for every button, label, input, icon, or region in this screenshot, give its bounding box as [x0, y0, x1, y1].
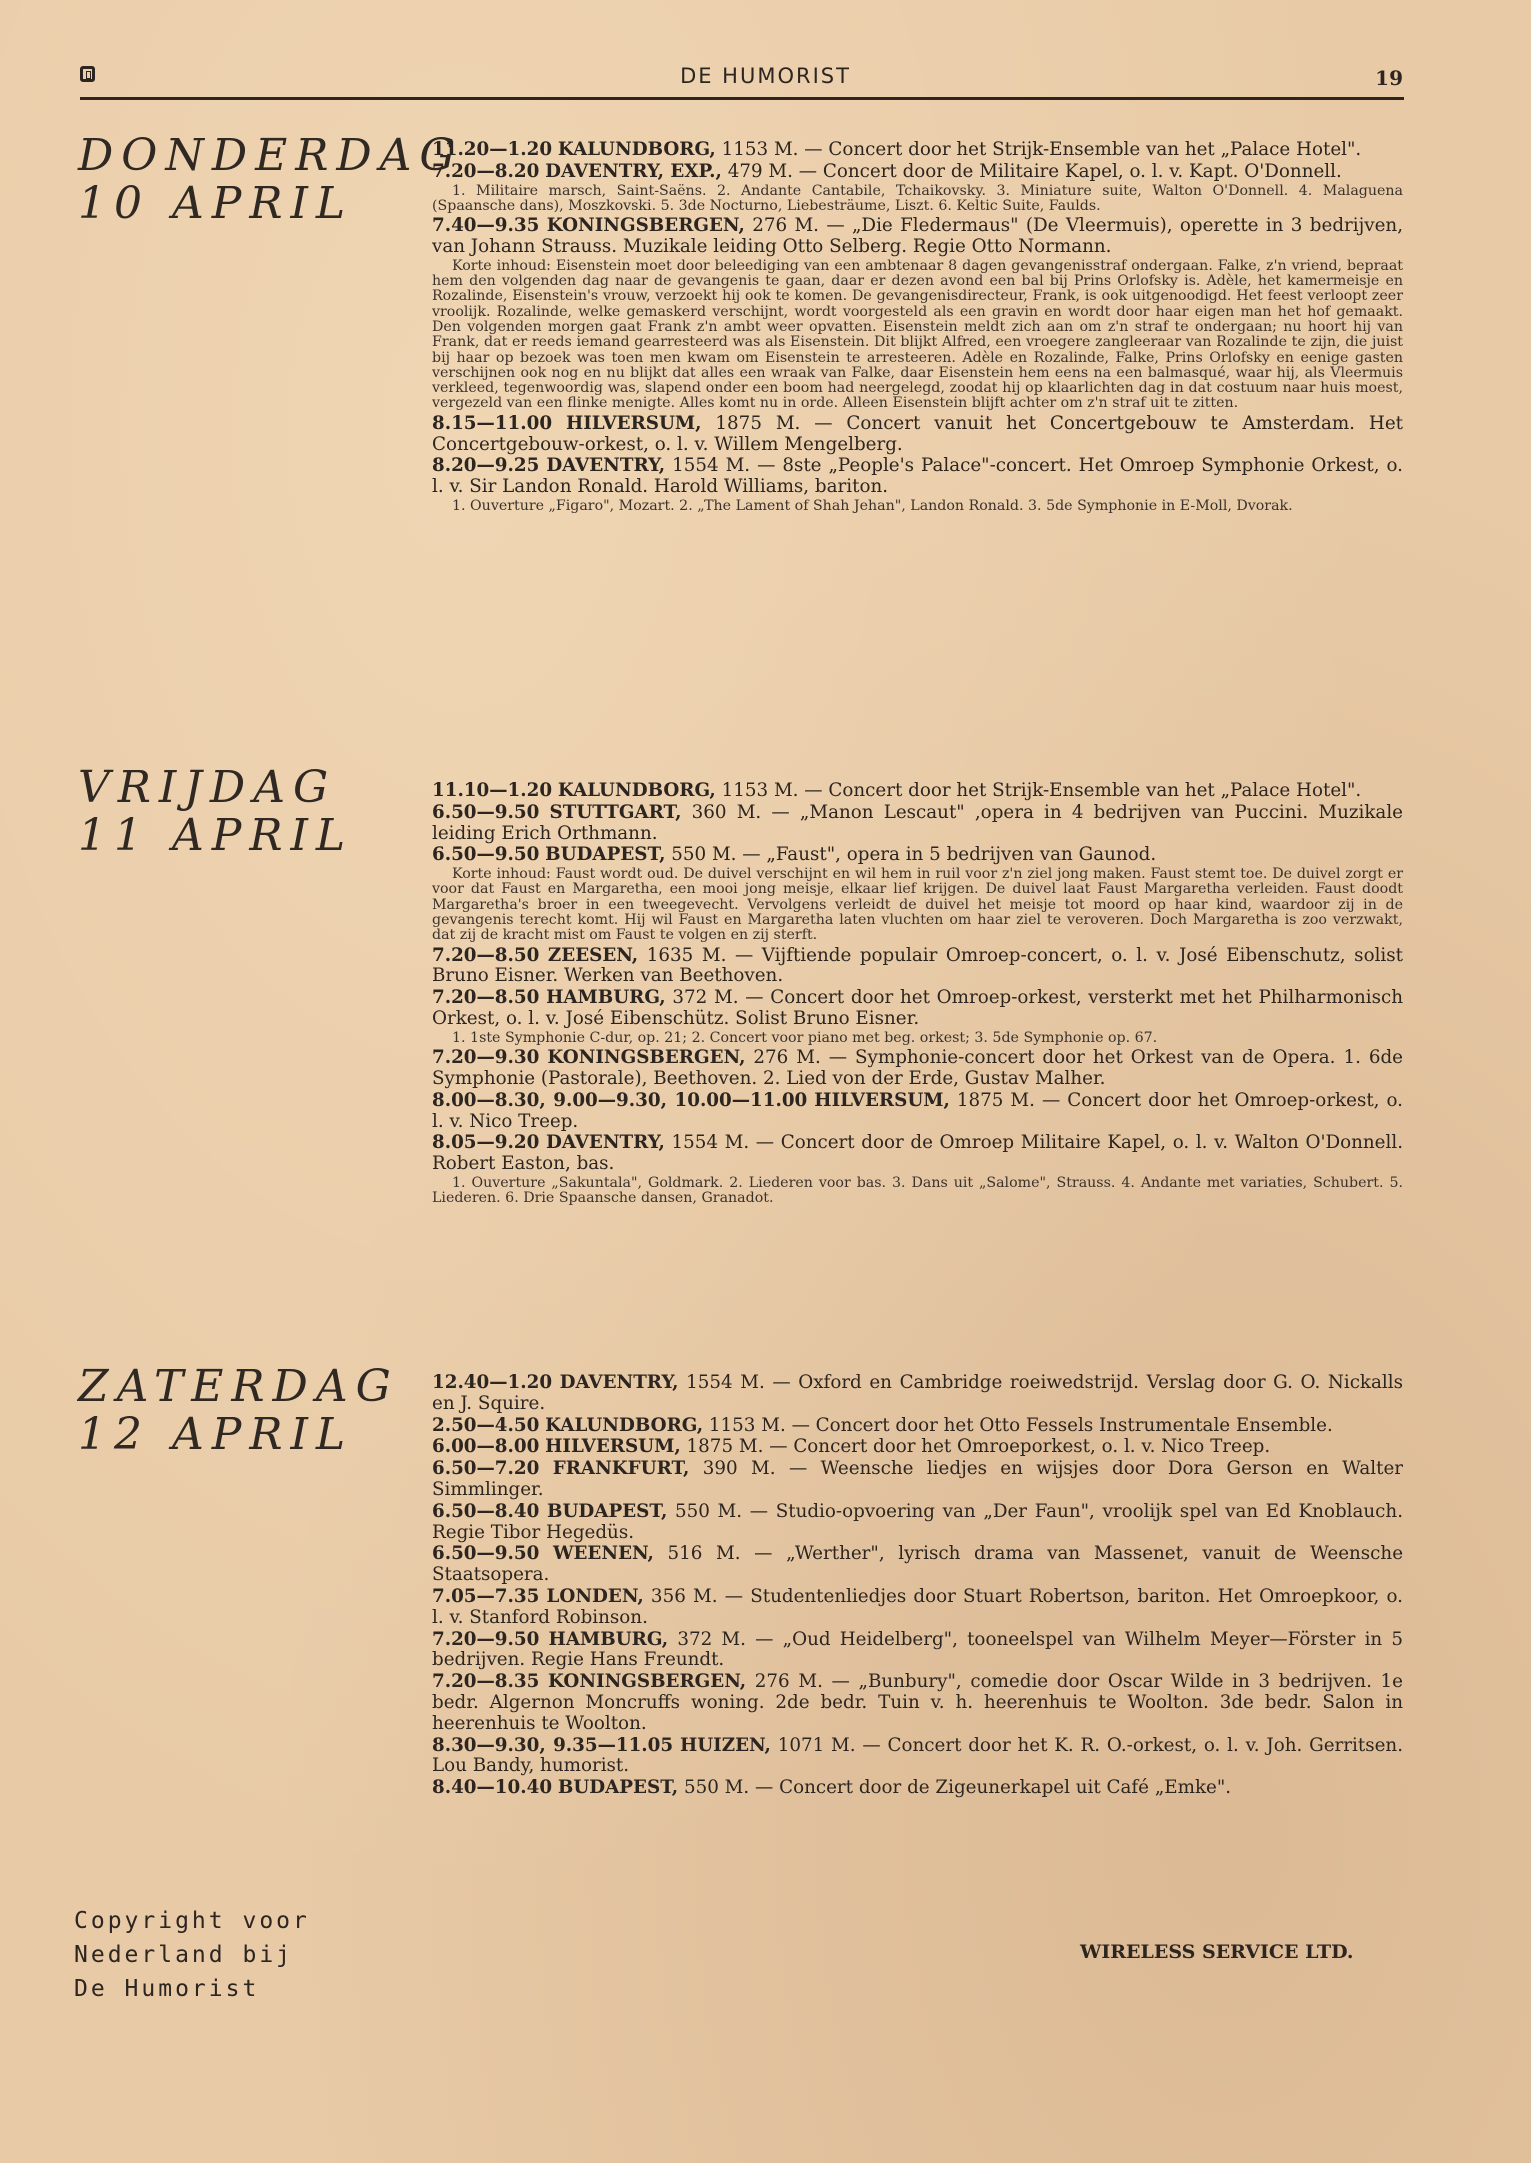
- program-description: 1635 M. — Vijftiende populair Omroep-concert, o. l. v. José Eibenschutz, solist Bruno Eisner. Werken van Beethoven.: [432, 944, 1403, 987]
- broadcast-time: 8.20—9.25: [432, 455, 540, 477]
- program-note: 1. Ouverture „Figaro", Mozart. 2. „The Lament of Shah Jehan", Landon Ronald. 3. 5de Symphonie in E-Moll, Dvorak.: [452, 497, 1293, 514]
- program-entry: [432, 781, 1403, 802]
- day-heading-saturday: [78, 1363, 408, 1459]
- program-description: 479 M. — Concert door de Militaire Kapel, o. l. v. Kapt. O'Donnell.: [721, 160, 1342, 182]
- station-name: BUDAPEST,: [545, 844, 666, 866]
- copyright-line: De Humorist: [74, 1976, 260, 2002]
- station-name: DAVENTRY,: [546, 1132, 665, 1154]
- program-description: 1153 M. — Concert door het Strijk-Ensemble van het „Palace Hotel".: [715, 139, 1362, 160]
- station-name: LONDEN,: [546, 1585, 644, 1607]
- broadcast-time: 6.50—7.20: [432, 1458, 540, 1480]
- program-entry: [432, 1048, 1403, 1090]
- broadcast-time: 6.50—9.50: [432, 844, 540, 866]
- program-description: 276 M. — „Bunbury", comedie door Oscar Wilde in 3 bedrijven. 1e bedr. Algernon Moncruffs woning. 2de bedr. Tuin v. h. heerenhuis te Woolton. 3de bedr. Salon in heerenhuis te Woolton.: [432, 1671, 1403, 1734]
- program-list-friday: [432, 781, 1403, 1209]
- program-entry: [432, 1133, 1403, 1175]
- station-name: HUIZEN,: [679, 1734, 771, 1756]
- station-name: HILVERSUM,: [565, 412, 702, 434]
- program-entry: [432, 1736, 1403, 1778]
- copyright-line: Nederland bij: [74, 1942, 294, 1968]
- program-description: 1554 M. — Concert door de Omroep Militaire Kapel, o. l. v. Walton O'Donnell. Robert Easton, bas.: [432, 1132, 1404, 1175]
- header-rule: [80, 97, 1404, 100]
- station-name: BUDAPEST,: [557, 1777, 679, 1799]
- program-entry: [432, 1373, 1403, 1415]
- day-date: 11 APRIL: [78, 810, 354, 861]
- program-description: 1071 M. — Concert door het K. R. O.-orkest, o. l. v. Joh. Gerritsen. Lou Bandy, humorist.: [432, 1734, 1404, 1777]
- station-name: KALUNDBORG,: [557, 780, 716, 801]
- copyright-notice: [74, 1904, 334, 2006]
- broadcast-time: 11.20—1.20: [432, 139, 553, 160]
- station-name: BUDAPEST,: [547, 1500, 668, 1522]
- broadcast-time: 7.20—8.35: [432, 1671, 540, 1693]
- station-name: HILVERSUM,: [545, 1436, 681, 1458]
- station-name: DAVENTRY, EXP.,: [545, 160, 722, 182]
- copyright-line: Copyright voor: [74, 1908, 310, 1934]
- program-description: 1153 M. — Concert door het Strijk-Ensemble van het „Palace Hotel".: [715, 780, 1362, 801]
- station-name: HAMBURG,: [546, 987, 666, 1009]
- program-entry: [432, 845, 1403, 866]
- station-name: KALUNDBORG,: [545, 1414, 704, 1436]
- program-description: 360 M. — „Manon Lescaut" ,opera in 4 bedrijven van Puccini. Muzikale leiding Erich Orthmann.: [432, 801, 1403, 844]
- day-heading-thursday: [78, 130, 463, 229]
- program-description: 372 M. — Concert door het Omroep-orkest, versterkt met het Philharmonisch Orkest, o. l. v. José Eibenschütz. Solist Bruno Eisner.: [432, 987, 1404, 1030]
- program-entry: [432, 1459, 1403, 1501]
- station-name: DAVENTRY,: [559, 1372, 679, 1393]
- station-name: KONINGSBERGEN,: [547, 1047, 746, 1069]
- program-description: 1554 M. — Oxford en Cambridge roeiwedstrijd. Verslag door G. O. Nickalls en J. Squire.: [432, 1372, 1403, 1414]
- broadcast-time: 6.00—8.00: [432, 1436, 540, 1458]
- program-description: 1875 M. — Concert vanuit het Concertgebouw te Amsterdam. Het Concertgebouw-orkest, o. l. v. Willem Mengelberg.: [432, 412, 1403, 455]
- program-description: 276 M. — Symphonie-concert door het Orkest van de Opera. 1. 6de Symphonie (Pastorale), Beethoven. 2. Lied von der Erde, Gustav Malher.: [432, 1047, 1404, 1089]
- day-name: VRIJDAG: [78, 762, 337, 813]
- station-name: KONINGSBERGEN,: [546, 215, 745, 237]
- program-entry: [432, 140, 1403, 161]
- broadcast-time: 7.20—9.50: [432, 1628, 540, 1650]
- day-name: DONDERDAG: [78, 130, 463, 181]
- day-heading-friday: [78, 764, 408, 860]
- program-entry: [432, 946, 1403, 988]
- day-date: 12 APRIL: [78, 1409, 354, 1460]
- program-list-saturday: [432, 1373, 1403, 1800]
- program-entry: [432, 988, 1403, 1030]
- station-name: FRANKFURT,: [552, 1458, 690, 1480]
- program-entry: [432, 1544, 1403, 1586]
- page-number: 19: [1375, 66, 1403, 90]
- program-entry: [432, 1502, 1403, 1544]
- program-entry: [432, 216, 1403, 258]
- program-description: 550 M. — „Faust", opera in 5 bedrijven van Gaunod.: [665, 844, 1157, 866]
- program-entry: [432, 1437, 1403, 1458]
- broadcast-time: 7.40—9.35: [432, 215, 540, 237]
- program-entry: [432, 456, 1403, 498]
- program-entry: [432, 1630, 1403, 1672]
- program-description: 356 M. — Studentenliedjes door Stuart Robertson, bariton. Het Omroepkoor, o. l. v. Stanford Robinson.: [432, 1585, 1403, 1628]
- broadcast-time: 7.20—8.20: [432, 160, 540, 182]
- program-description: 516 M. — „Werther", lyrisch drama van Massenet, vanuit de Weensche Staatsopera.: [432, 1543, 1404, 1586]
- broadcast-time: 7.05—7.35: [432, 1585, 540, 1607]
- program-entry: [432, 1091, 1403, 1133]
- broadcast-time: 2.50—4.50: [432, 1414, 540, 1436]
- station-name: DAVENTRY,: [546, 455, 666, 477]
- broadcast-time: 11.10—1.20: [432, 780, 553, 801]
- credit-line: WIRELESS SERVICE LTD.: [1080, 1941, 1354, 1963]
- program-note: Korte inhoud: Faust wordt oud. De duivel verschijnt en wil hem in ruil voor z'n ziel jong maken. Faust stemt toe. De duivel zorgt er voor dat Faust en Margaretha, een mooi jong meisje, elkaar lief krijgen. De duivel laat Faust Margaretha verleiden. Faust doodt Margaretha's broer in een tweegevecht. Vervolgens verleidt de duivel het meisje tot moord op haar kind, waardoor zij in de gevangenis terecht komt. Hij wil Faust en Margaretha laten vluchten om haar ziel te veroveren. Doch Margaretha is zoo verzwakt, dat zij de kracht mist om Faust te volgen en zij sterft.: [432, 866, 1403, 944]
- program-entry: [432, 803, 1403, 845]
- station-name: KONINGSBERGEN,: [548, 1671, 747, 1693]
- program-description: 1153 M. — Concert door het Otto Fessels Instrumentale Ensemble.: [703, 1414, 1333, 1436]
- broadcast-time: 12.40—1.20: [432, 1372, 553, 1393]
- program-note: 1. Ouverture „Sakuntala", Goldmark. 2. Liederen voor bas. 3. Dans uit „Salome", Strauss. 4. Andante met variaties, Schubert. 5. Liederen. 6. Drie Spaansche dansen, Granadot.: [432, 1174, 1403, 1207]
- program-note: 1. Militaire marsch, Saint-Saëns. 2. Andante Cantabile, Tchaikovsky. 3. Miniature suite, Walton O'Donnell. 4. Malaguena (Spaansche dans), Moszkovski. 5. 3de Nocturno, Liebesträume, Liszt. 6. Keltic Suite, Faulds.: [432, 182, 1403, 214]
- day-name: ZATERDAG: [78, 1361, 399, 1412]
- running-title: DE HUMORIST: [680, 64, 851, 88]
- program-description: 1875 M. — Concert door het Omroep-orkest, o. l. v. Nico Treep.: [432, 1089, 1403, 1132]
- program-entry: [432, 1672, 1403, 1734]
- program-note: 1. 1ste Symphonie C-dur, op. 21; 2. Concert voor piano met beg. orkest; 3. 5de Symphonie op. 67.: [452, 1029, 1158, 1046]
- station-name: STUTTGART,: [549, 801, 682, 823]
- broadcast-time: 6.50—9.50: [432, 801, 540, 823]
- broadcast-time: 8.40—10.40: [432, 1777, 553, 1799]
- broadcast-time: 7.20—8.50: [432, 944, 540, 966]
- program-description: 1554 M. — 8ste „People's Palace"-concert. Het Omroep Symphonie Orkest, o. l. v. Sir Landon Ronald. Harold Williams, bariton.: [432, 455, 1403, 498]
- broadcast-time: 6.50—9.50: [432, 1543, 540, 1565]
- broadcast-time: 8.15—11.00: [432, 412, 553, 434]
- program-note: Korte inhoud: Eisenstein moet door beleediging van een ambtenaar 8 dagen gevangenisstraf ondergaan. Falke, z'n vriend, bepraat hem den volgenden dag naar de gevangenis te gaan, daar er dezen avond een bal bij Prins Orlofsky is. Adèle, het kamermeisje en Rozalinde, Eisenstein's vrouw, verzoekt hij ook te komen. De gevangenisdirecteur, Frank, is ook uitgenoodigd. Het feest verloopt zeer vroolijk. Rozalinde, welke gemaskerd verschijnt, wordt voorgesteld als een gravin en wordt door haar eigen man het hof gemaakt. Den volgenden morgen gaat Frank z'n ambt weer opvatten. Eisenstein meldt zich aan om z'n straf te ondergaan; nu hoort hij van Frank, dat er reeds iemand gearresteerd was als Eisenstein. Dit blijkt Alfred, een vroegere zangleeraar van Rozalinde te zijn, die juist bij haar op bezoek was toen men kwam om Eisenstein te arresteeren. Adèle en Rozalinde, Falke, Prins Orlofsky en eenige gasten verschijnen ook nog en nu blijkt dat alles een wraak van Falke, daar Eisenstein hem eens na een balmasqué, waar hij, als Vleermuis verkleed, tegenwoordig was, slapend onder een boom had neergelegd, zoodat hij op klaarlichten dag in dat costuum naar huis moest, vergezeld van een flinke menigte. Alles komt nu in orde. Alleen Eisenstein blijft achter om z'n straf uit te zitten.: [432, 257, 1403, 412]
- station-name: HILVERSUM,: [814, 1089, 950, 1111]
- program-entry: [432, 414, 1403, 456]
- program-description: 550 M. — Concert door de Zigeunerkapel uit Café „Emke".: [678, 1777, 1232, 1799]
- broadcast-time: 6.50—8.40: [432, 1500, 540, 1522]
- broadcast-time: 8.00—8.30, 9.00—9.30, 10.00—11.00: [432, 1089, 808, 1111]
- station-name: KALUNDBORG,: [557, 139, 716, 160]
- program-description: 550 M. — Studio-opvoering van „Der Faun", vroolijk spel van Ed Knoblauch. Regie Tibor Hegedüs.: [432, 1500, 1404, 1543]
- program-list-thursday: [432, 140, 1403, 516]
- broadcast-time: 8.05—9.20: [432, 1132, 540, 1154]
- station-name: HAMBURG,: [548, 1628, 669, 1650]
- broadcast-time: 7.20—9.30: [432, 1047, 540, 1069]
- program-entry: [432, 1778, 1403, 1799]
- program-description: 390 M. — Weensche liedjes en wijsjes door Dora Gerson en Walter Simmlinger.: [432, 1458, 1404, 1500]
- station-name: WEENEN,: [552, 1543, 654, 1565]
- program-entry: [432, 1416, 1403, 1437]
- program-description: 372 M. — „Oud Heidelberg", tooneelspel van Wilhelm Meyer—Förster in 5 bedrijven. Regie Hans Freundt.: [432, 1628, 1404, 1671]
- program-entry: [432, 1587, 1403, 1629]
- program-description: 276 M. — „Die Fledermaus" (De Vleermuis), operette in 3 bedrijven, van Johann Strauss. Muzikale leiding Otto Selberg. Regie Otto Normann.: [432, 215, 1404, 257]
- broadcast-time: 8.30—9.30, 9.35—11.05: [432, 1734, 674, 1756]
- day-date: 10 APRIL: [78, 178, 354, 229]
- broadcast-time: 7.20—8.50: [432, 987, 540, 1009]
- program-entry: [432, 162, 1403, 183]
- station-name: ZEESEN,: [547, 944, 639, 966]
- program-description: 1875 M. — Concert door het Omroeporkest, o. l. v. Nico Treep.: [680, 1436, 1271, 1458]
